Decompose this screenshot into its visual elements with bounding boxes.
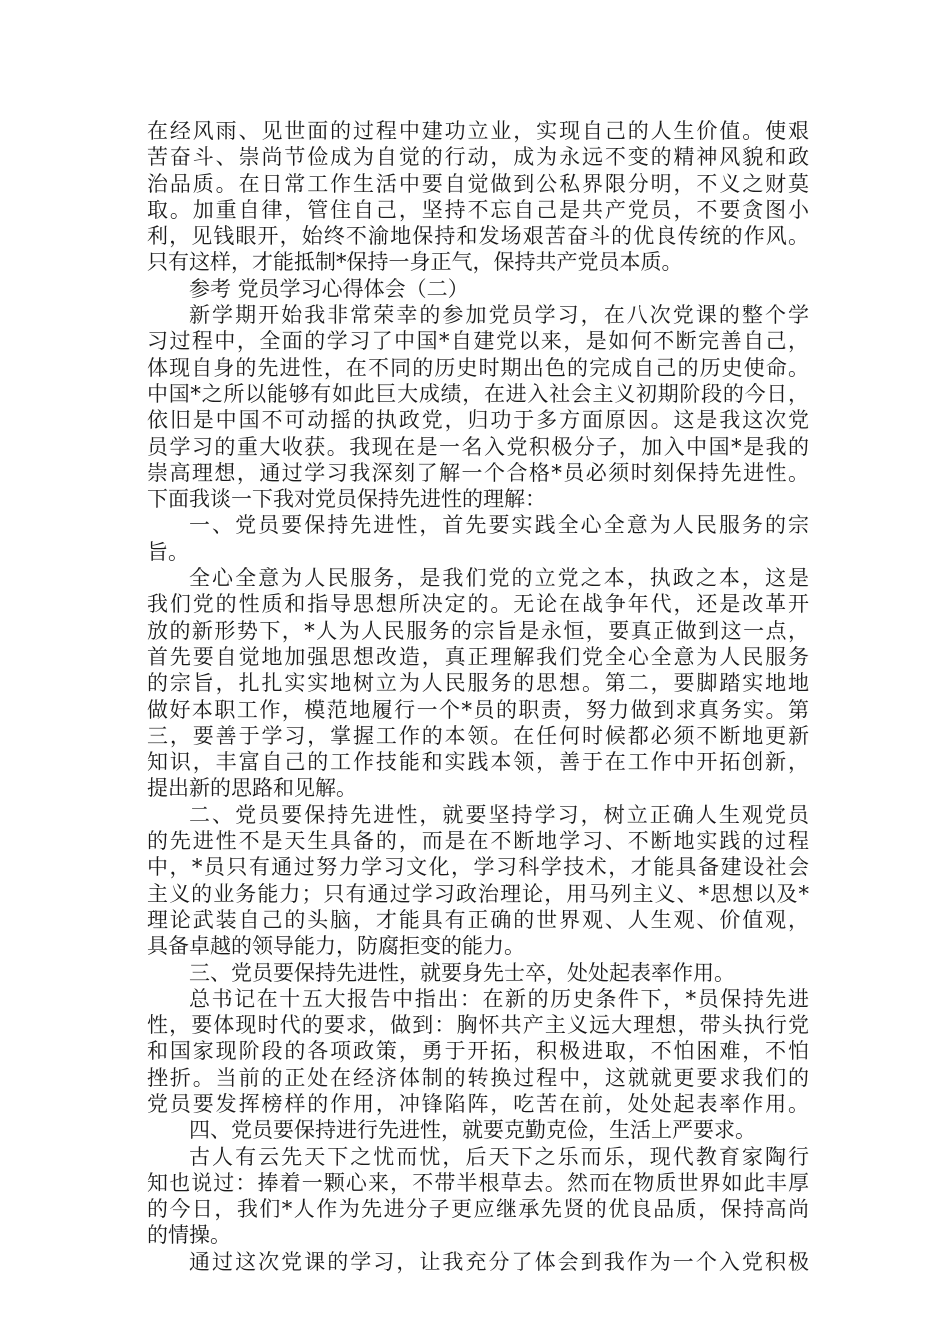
text-line: 知识，丰富自己的工作技能和实践本领，善于在工作中开拓创新， [147, 750, 809, 775]
text-line: 崇高理想，通过学习我深刻了解一个合格*员必须时刻保持先进性。 [147, 460, 809, 485]
text-line: 中，*员只有通过努力学习文化，学习科学技术，才能具备建设社会 [147, 855, 809, 880]
text-line: 的先进性不是天生具备的，而是在不断地学习、不断地实践的过程 [147, 829, 809, 854]
text-line: 性，要体现时代的要求，做到：胸怀共产主义远大理想，带头执行党 [147, 1013, 809, 1038]
text-line: 利，见钱眼开，始终不渝地保持和发场艰苦奋斗的优良传统的作风。 [147, 224, 809, 249]
text-line: 四、党员要保持进行先进性，就要克勤克俭，生活上严要求。 [189, 1118, 756, 1143]
text-line: 通过这次党课的学习，让我充分了体会到我作为一个入党积极 [189, 1249, 809, 1274]
text-line: 具备卓越的领导能力，防腐拒变的能力。 [147, 934, 525, 959]
text-line: 习过程中，全面的学习了中国*自建党以来，是如何不断完善自己， [147, 329, 809, 354]
text-line: 挫折。当前的正处在经济体制的转换过程中，这就就更要求我们的 [147, 1065, 809, 1090]
text-line: 的宗旨，扎扎实实地树立为人民服务的思想。第二，要脚踏实地地 [147, 671, 809, 696]
text-line: 新学期开始我非常荣幸的参加党员学习，在八次党课的整个学 [189, 303, 809, 328]
text-line: 的情操。 [147, 1223, 231, 1248]
text-line: 理论武装自己的头脑，才能具有正确的世界观、人生观、价值观， [147, 907, 809, 932]
text-line: 主义的业务能力；只有通过学习政治理论，用马列主义、*思想以及* [147, 881, 809, 906]
text-line: 古人有云先天下之忧而忧，后天下之乐而乐，现代教育家陶行 [189, 1144, 809, 1169]
text-line: 治品质。在日常工作生活中要自觉做到公私界限分明，不义之财莫 [147, 171, 809, 196]
text-line: 三，要善于学习，掌握工作的本领。在任何时候都必须不断地更新 [147, 723, 809, 748]
text-line: 只有这样，才能抵制*保持一身正气，保持共产党员本质。 [147, 250, 683, 275]
text-line: 取。加重自律，管住自己，坚持不忘自己是共产党员，不要贪图小 [147, 197, 809, 222]
text-line: 员学习的重大收获。我现在是一名入党积极分子，加入中国*是我的 [147, 434, 809, 459]
text-line: 二、党员要保持先进性，就要坚持学习，树立正确人生观党员 [189, 802, 809, 827]
text-line: 的今日，我们*人作为先进分子更应继承先贤的优良品质，保持高尚 [147, 1197, 809, 1222]
text-line: 党员要发挥榜样的作用，冲锋陷阵，吃苦在前，处处起表率作用。 [147, 1091, 809, 1116]
text-line: 提出新的思路和见解。 [147, 776, 357, 801]
text-line: 和国家现阶段的各项政策，勇于开拓，积极进取，不怕困难，不怕 [147, 1039, 809, 1064]
text-line: 首先要自觉地加强思想改造，真正理解我们党全心全意为人民服务 [147, 644, 809, 669]
text-line: 放的新形势下，*人为人民服务的宗旨是永恒，要真正做到这一点， [147, 618, 809, 643]
text-line: 中国*之所以能够有如此巨大成绩，在进入社会主义初期阶段的今日， [147, 381, 809, 406]
text-line: 体现自身的先进性，在不同的历史时期出色的完成自己的历史使命。 [147, 355, 809, 380]
text-line: 全心全意为人民服务，是我们党的立党之本，执政之本，这是 [189, 566, 809, 591]
text-line: 参考 党员学习心得体会（二） [189, 276, 469, 301]
text-line: 我们党的性质和指导思想所决定的。无论在战争年代，还是改革开 [147, 592, 809, 617]
document-body [147, 118, 809, 1275]
text-line: 苦奋斗、崇尚节俭成为自觉的行动，成为永远不变的精神风貌和政 [147, 145, 809, 170]
text-line: 在经风雨、见世面的过程中建功立业，实现自己的人生价值。使艰 [147, 119, 809, 143]
text-line: 做好本职工作，模范地履行一个*员的职责，努力做到求真务实。第 [147, 697, 809, 722]
text-line: 下面我谈一下我对党员保持先进性的理解： [147, 487, 546, 512]
text-line: 知也说过：捧着一颗心来，不带半根草去。然而在物质世界如此丰厚 [147, 1170, 809, 1195]
text-line: 旨。 [147, 539, 189, 564]
text-line: 依旧是中国不可动摇的执政党，归功于多方面原因。这是我这次党 [147, 408, 809, 433]
text-line: 三、党员要保持先进性，就要身先士卒，处处起表率作用。 [189, 960, 735, 985]
text-line: 总书记在十五大报告中指出：在新的历史条件下，*员保持先进 [189, 986, 809, 1011]
text-line: 一、党员要保持先进性，首先要实践全心全意为人民服务的宗 [189, 513, 809, 538]
